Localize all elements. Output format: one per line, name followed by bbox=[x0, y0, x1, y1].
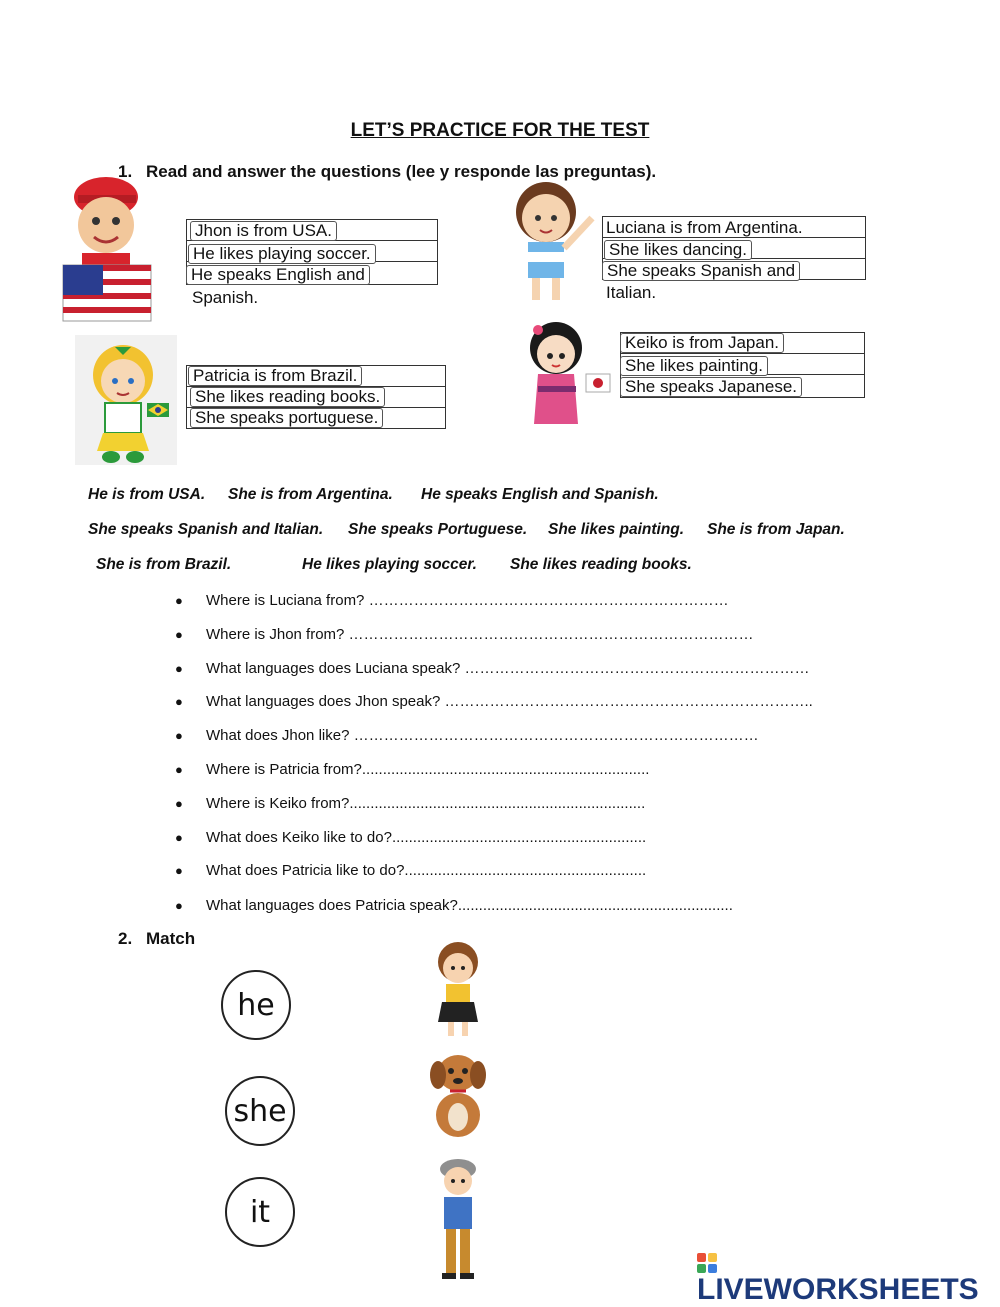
bank-row2-item-3: She likes painting. bbox=[548, 521, 685, 538]
liveworksheets-logo-text: LIVEWORKSHEETS bbox=[697, 1273, 979, 1306]
patricia-line-1: Patricia is from Brazil. bbox=[188, 366, 362, 386]
question-4[interactable]: ● What languages does Jhon speak? ……………………………………………………………….. bbox=[175, 693, 813, 710]
jhon-line-3: He speaks English and bbox=[186, 265, 370, 285]
question-10[interactable]: ● What languages does Patricia speak?.................................................................. bbox=[175, 897, 733, 914]
luciana-line-1: Luciana is from Argentina. bbox=[606, 218, 803, 237]
luciana-line-3: She speaks Spanish and bbox=[602, 261, 800, 281]
keiko-line-1: Keiko is from Japan. bbox=[620, 333, 784, 353]
section-2-text: Match bbox=[146, 929, 196, 948]
keiko-illustration bbox=[512, 320, 616, 436]
jhon-line-1: Jhon is from USA. bbox=[190, 221, 337, 241]
question-7[interactable]: ● Where is Keiko from?....................................................................... bbox=[175, 795, 646, 812]
usa-flag-icon bbox=[63, 265, 151, 321]
pronoun-it[interactable]: it bbox=[225, 1177, 295, 1247]
boy-picture[interactable] bbox=[428, 1155, 494, 1285]
section-2-heading bbox=[118, 929, 195, 949]
luciana-line-4: Italian. bbox=[606, 283, 657, 302]
girl-picture[interactable] bbox=[422, 940, 494, 1040]
bank-row1-item-3: He speaks English and Spanish. bbox=[421, 486, 659, 503]
japan-flag-icon bbox=[586, 374, 610, 392]
question-2[interactable]: ● Where is Jhon from? ……………………………………………………………………… bbox=[175, 626, 754, 643]
bank-row1-item-1: He is from USA. bbox=[88, 486, 206, 503]
bank-row2-item-4: She is from Japan. bbox=[707, 521, 845, 538]
pronoun-she[interactable]: she bbox=[225, 1076, 295, 1146]
section-1-text: Read and answer the questions (lee y responde las preguntas). bbox=[146, 162, 657, 181]
question-5[interactable]: ● What does Jhon like? ……………………………………………………………………… bbox=[175, 727, 759, 744]
patricia-illustration bbox=[75, 335, 177, 465]
jhon-illustration bbox=[58, 175, 156, 325]
luciana-illustration bbox=[500, 178, 600, 306]
luciana-line-2: She likes dancing. bbox=[604, 240, 752, 260]
question-8[interactable]: ● What does Keiko like to do?............................................................. bbox=[175, 829, 647, 846]
bank-row3-item-1: She is from Brazil. bbox=[96, 556, 232, 573]
question-1[interactable]: ● Where is Luciana from? ……………………………………………………………… bbox=[175, 592, 729, 609]
bank-row3-item-2: He likes playing soccer. bbox=[302, 556, 477, 573]
patricia-line-3: She speaks portuguese. bbox=[190, 408, 383, 428]
brazil-flag-icon bbox=[147, 403, 169, 417]
jhon-line-2: He likes playing soccer. bbox=[188, 244, 376, 264]
bank-row1-item-2: She is from Argentina. bbox=[228, 486, 393, 503]
keiko-line-2: She likes painting. bbox=[620, 356, 768, 376]
question-9[interactable]: ● What does Patricia like to do?.......................................................... bbox=[175, 862, 647, 879]
question-3[interactable]: ● What languages does Luciana speak? …………………………………………………………… bbox=[175, 660, 810, 677]
dog-picture[interactable] bbox=[420, 1045, 496, 1145]
bank-row3-item-3: She likes reading books. bbox=[510, 556, 692, 573]
keiko-line-3: She speaks Japanese. bbox=[620, 377, 802, 397]
bank-row2-item-1: She speaks Spanish and Italian. bbox=[88, 521, 324, 538]
liveworksheets-logo bbox=[697, 1253, 1000, 1307]
page-title: LET’S PRACTICE FOR THE TEST bbox=[350, 120, 650, 141]
question-6[interactable]: ● Where is Patricia from?..................................................................... bbox=[175, 761, 650, 778]
liveworksheets-logo-icon bbox=[697, 1253, 717, 1273]
section-1-number: 1. bbox=[118, 162, 133, 181]
patricia-line-2: She likes reading books. bbox=[190, 387, 385, 407]
section-2-number: 2. bbox=[118, 929, 133, 948]
bank-row2-item-2: She speaks Portuguese. bbox=[348, 521, 528, 538]
jhon-line-4: Spanish. bbox=[192, 288, 259, 307]
pronoun-he[interactable]: he bbox=[221, 970, 291, 1040]
